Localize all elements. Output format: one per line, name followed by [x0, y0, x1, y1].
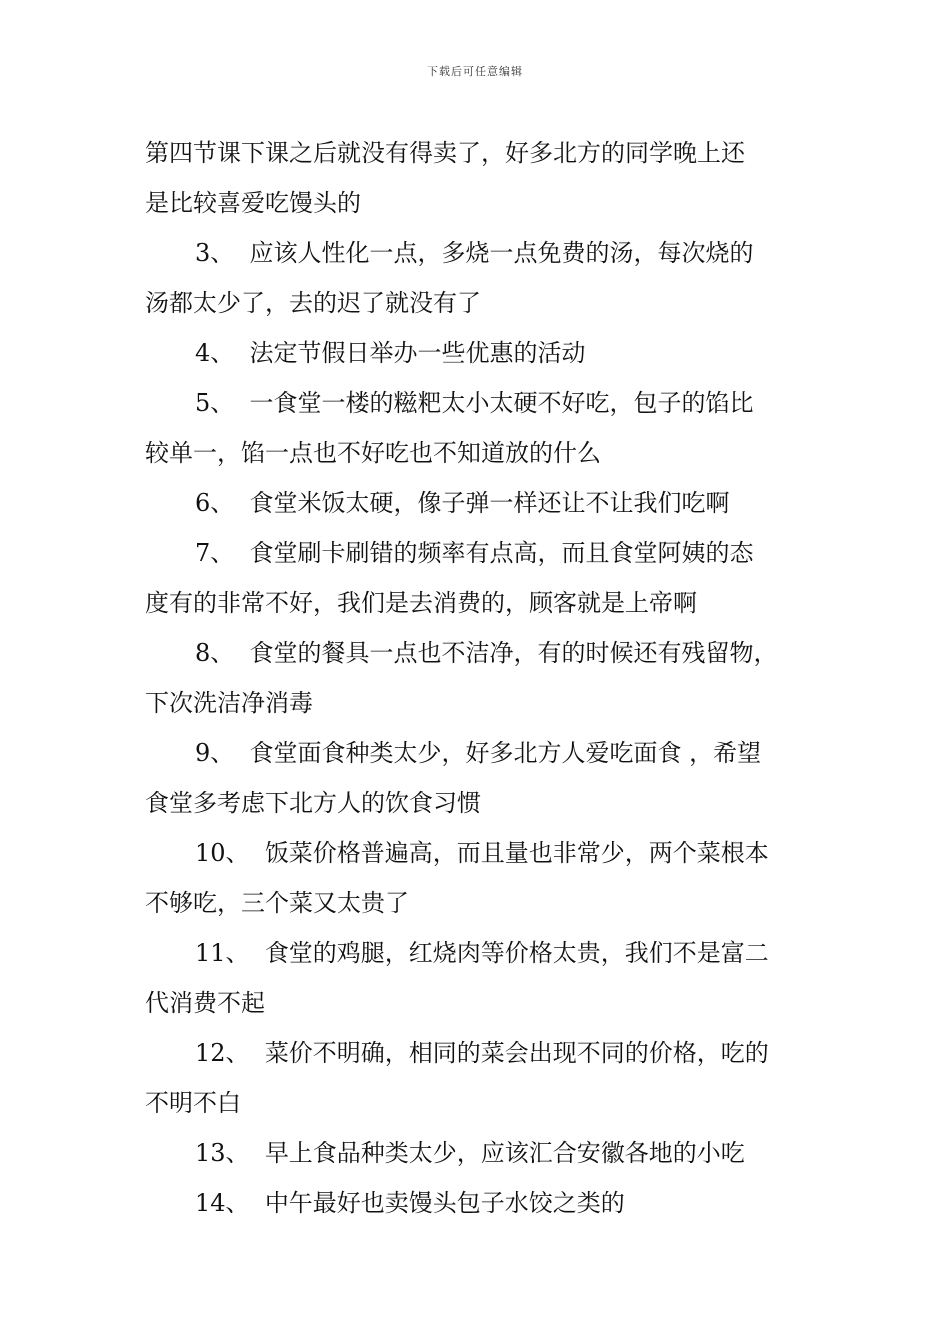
spacer	[250, 1139, 265, 1167]
list-item	[145, 828, 815, 928]
spacer	[250, 939, 265, 967]
item-number: 8、	[195, 639, 235, 667]
list-item	[145, 928, 815, 1028]
item-number: 10、	[195, 839, 250, 867]
line-text: 食堂多考虑下北方人的饮食习惯	[145, 789, 481, 817]
paragraph-line	[145, 1078, 815, 1128]
paragraph-line	[145, 878, 815, 928]
item-number: 13、	[195, 1139, 250, 1167]
line-text: 较单一，馅一点也不好吃也不知道放的什么	[145, 439, 601, 467]
line-text: 不明不白	[145, 1089, 241, 1117]
paragraph-line	[145, 128, 815, 178]
list-item	[145, 728, 815, 828]
paragraph-line	[145, 228, 815, 278]
line-text: 法定节假日举办一些优惠的活动	[249, 339, 586, 367]
line-text: 食堂刷卡刷错的频率有点高，而且食堂阿姨的态	[249, 539, 754, 567]
list-item	[145, 528, 815, 628]
spacer	[234, 639, 249, 667]
paragraph-line	[145, 628, 815, 678]
paragraph-line	[145, 1028, 815, 1078]
paragraph-line	[145, 278, 815, 328]
paragraph-line	[145, 178, 815, 228]
paragraph-line	[145, 1178, 815, 1228]
line-text: 下次洗洁净消毒	[145, 689, 313, 717]
spacer	[250, 1189, 265, 1217]
list-item	[145, 1178, 815, 1228]
spacer	[250, 1039, 265, 1067]
paragraph-line	[145, 428, 815, 478]
line-text: 度有的非常不好，我们是去消费的，顾客就是上帝啊	[145, 589, 697, 617]
line-text: 早上食品种类太少，应该汇合安徽各地的小吃	[264, 1139, 745, 1167]
list-item	[145, 228, 815, 328]
item-number: 14、	[195, 1189, 250, 1217]
list-item	[145, 628, 815, 728]
item-number: 3、	[195, 239, 235, 267]
paragraph-line	[145, 478, 815, 528]
paragraph-line	[145, 828, 815, 878]
line-text: 汤都太少了，去的迟了就没有了	[145, 289, 481, 317]
list-item	[145, 378, 815, 478]
paragraph-line	[145, 328, 815, 378]
item-number: 7、	[195, 539, 235, 567]
list-item	[145, 328, 815, 378]
item-number: 5、	[195, 389, 235, 417]
line-text: 食堂面食种类太少，好多北方人爱吃面食 ，希望	[249, 739, 762, 767]
spacer	[234, 389, 249, 417]
line-text: 中午最好也卖馒头包子水饺之类的	[264, 1189, 625, 1217]
paragraph-line	[145, 578, 815, 628]
spacer	[234, 339, 249, 367]
spacer	[250, 839, 265, 867]
line-text: 一食堂一楼的糍粑太小太硬不好吃，包子的馅比	[249, 389, 754, 417]
spacer	[234, 239, 249, 267]
line-text: 食堂的鸡腿，红烧肉等价格太贵，我们不是富二	[264, 939, 769, 967]
item-number: 6、	[195, 489, 235, 517]
paragraph-line	[145, 678, 815, 728]
line-text: 饭菜价格普遍高，而且量也非常少，两个菜根本	[264, 839, 769, 867]
line-text: 是比较喜爱吃馒头的	[145, 189, 361, 217]
item-number: 11、	[195, 939, 250, 967]
line-text: 第四节课下课之后就没有得卖了，好多北方的同学晚上还	[145, 139, 745, 167]
line-text: 食堂米饭太硬，像子弹一样还让不让我们吃啊	[249, 489, 730, 517]
paragraph-line	[145, 728, 815, 778]
spacer	[234, 539, 249, 567]
spacer	[234, 739, 249, 767]
item-number: 12、	[195, 1039, 250, 1067]
paragraph-line	[145, 528, 815, 578]
line-text: 食堂的餐具一点也不洁净，有的时候还有残留物，	[249, 639, 778, 667]
spacer	[234, 489, 249, 517]
paragraph-line	[145, 778, 815, 828]
line-text: 不够吃，三个菜又太贵了	[145, 889, 409, 917]
line-text: 代消费不起	[145, 989, 265, 1017]
item-number: 9、	[195, 739, 235, 767]
paragraph-line	[145, 928, 815, 978]
paragraph-line	[145, 1128, 815, 1178]
document-body	[145, 128, 815, 1228]
list-item	[145, 1028, 815, 1128]
paragraph-line	[145, 978, 815, 1028]
item-number: 4、	[195, 339, 235, 367]
list-item	[145, 128, 815, 228]
page-header: 下载后可任意编辑	[427, 65, 523, 78]
list-item	[145, 478, 815, 528]
list-item	[145, 1128, 815, 1178]
paragraph-line	[145, 378, 815, 428]
line-text: 菜价不明确，相同的菜会出现不同的价格，吃的	[264, 1039, 769, 1067]
line-text: 应该人性化一点，多烧一点免费的汤，每次烧的	[249, 239, 754, 267]
